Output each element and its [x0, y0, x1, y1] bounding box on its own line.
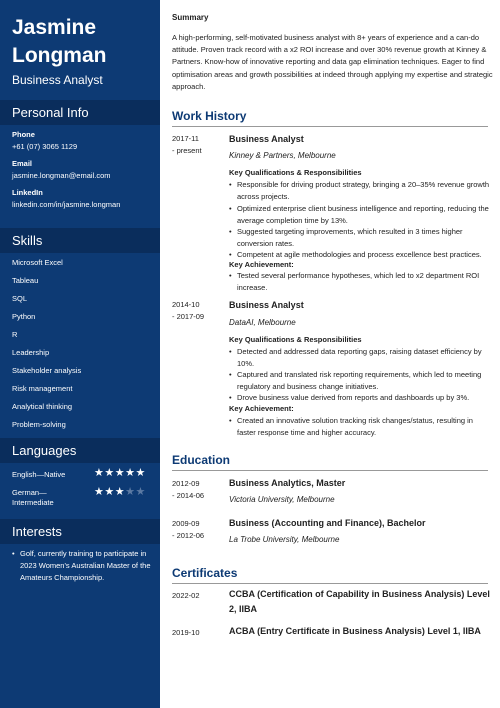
certificate-name: CCBA (Certification of Capability in Business Analysis) Level 2, IIBA: [229, 589, 490, 614]
achievement-item: • Created an innovative solution tracking risk changes/status, resulting in faster response time and higher accuracy.: [229, 415, 493, 439]
interest-item: • Golf, currently training to participate in 2023 Women's Australian Master of the Amateurs Championship.: [12, 548, 154, 584]
work-history-heading: Work History: [172, 109, 247, 123]
star-filled-icon: ★: [114, 486, 126, 498]
job-title: Business Analyst: [229, 134, 304, 144]
languages-heading: Languages: [0, 438, 160, 463]
education-school: Victoria University, Melbourne: [229, 495, 335, 504]
main-content: [160, 0, 500, 708]
section-divider: [172, 126, 488, 127]
certificate-name: ACBA (Entry Certificate in Business Analysis) Level 1, IIBA: [229, 626, 481, 636]
skill-item: Analytical thinking: [12, 402, 73, 411]
star-filled-icon: ★: [104, 486, 115, 498]
interests-heading: Interests: [0, 519, 160, 544]
education-school: La Trobe University, Melbourne: [229, 535, 340, 544]
skill-item: Problem-solving: [12, 420, 66, 429]
star-filled-icon: ★: [125, 467, 136, 479]
skill-item: Microsoft Excel: [12, 258, 63, 267]
star-filled-icon: ★: [104, 467, 115, 479]
skill-item: SQL: [12, 294, 28, 303]
linkedin-value[interactable]: linkedin.com/in/jasmine.longman: [12, 200, 121, 209]
star-filled-icon: ★: [94, 467, 105, 479]
responsibility-item: • Suggested targeting improvements, which resulted in 3 times higher conversion rates.: [229, 226, 493, 250]
qualifications-heading: Key Qualifications & Responsibilities: [229, 335, 362, 344]
achievement-heading: Key Achievement:: [229, 260, 294, 269]
job-company: Kinney & Partners, Melbourne: [229, 151, 336, 160]
responsibility-item: • Drove business value derived from reports and dashboards up by 3%.: [229, 392, 493, 404]
section-divider: [172, 470, 488, 471]
skill-item: Tableau: [12, 276, 39, 285]
phone-value[interactable]: +61 (07) 3065 1129: [12, 142, 78, 151]
language-english: English—Native: [12, 470, 66, 479]
education-degree: Business Analytics, Master: [229, 478, 346, 488]
star-empty-icon: ★: [125, 486, 136, 498]
education-date: 2012-09 - 2014-06: [172, 479, 205, 500]
star-filled-icon: ★: [114, 467, 126, 479]
job-title: Business Analyst: [12, 73, 103, 87]
education-degree: Business (Accounting and Finance), Bachelor: [229, 518, 426, 528]
skill-item: Risk management: [12, 384, 73, 393]
section-divider: [172, 583, 488, 584]
education-heading: Education: [172, 453, 231, 467]
responsibility-item: • Detected and addressed data reporting gaps, raising dataset efficiency by 10%.: [229, 346, 493, 370]
star-filled-icon: ★: [94, 486, 105, 498]
responsibility-item: • Competent at agile methodologies and process excellence best practices.: [229, 249, 493, 261]
certificate-date: 2022-02: [172, 591, 200, 600]
skill-item: R: [12, 330, 18, 339]
summary-text: A high-performing, self-motivated business analyst with 8+ years of experience and a can-do attitude. Proven track record with a x2 ROI increase and over 30% revenue growth at Kinney & Partners. Know-how of innovative reporting and data gap elimination techniques. Eager to find optimisation areas and growth possibilities at indeed through applying my expertise and strategic approach.: [172, 33, 493, 91]
responsibility-item: • Captured and translated risk reporting requirements, which led to meeting regulatory and business change initiatives.: [229, 369, 493, 393]
language-rating-german: [94, 485, 146, 498]
candidate-name: [12, 14, 107, 70]
name-first: Jasmine: [12, 16, 97, 39]
name-last: Longman: [12, 44, 107, 67]
job-date: 2017-11 - present: [172, 134, 202, 155]
skill-item: Leadership: [12, 348, 50, 357]
summary-heading: Summary: [172, 13, 209, 22]
email-value[interactable]: jasmine.longman@email.com: [12, 171, 111, 180]
star-filled-icon: ★: [135, 467, 146, 479]
achievement-item: • Tested several performance hypotheses, which led to x2 department ROI increase.: [229, 270, 493, 294]
certificates-heading: Certificates: [172, 566, 238, 580]
sidebar: [0, 0, 160, 708]
skill-item: Stakeholder analysis: [12, 366, 82, 375]
star-empty-icon: ★: [135, 486, 146, 498]
education-date: 2009-09 - 2012-06: [172, 519, 205, 540]
qualifications-heading: Key Qualifications & Responsibilities: [229, 168, 362, 177]
language-rating-english: [94, 466, 146, 479]
personal-info-heading: Personal Info: [0, 100, 160, 125]
language-german: German— Intermediate: [12, 488, 54, 507]
skill-item: Python: [12, 312, 36, 321]
job-date: 2014-10 - 2017-09: [172, 300, 205, 321]
certificate-date: 2019-10: [172, 628, 200, 637]
job-title: Business Analyst: [229, 300, 304, 310]
job-company: DataAI, Melbourne: [229, 318, 296, 327]
email-label: Email: [12, 159, 33, 168]
skills-heading: Skills: [0, 228, 160, 253]
responsibility-item: • Optimized enterprise client business intelligence and reporting, reducing the average completion time by 13%.: [229, 203, 493, 227]
phone-label: Phone: [12, 130, 35, 139]
responsibility-item: • Responsible for driving product strategy, bringing a 20–35% revenue growth across projects.: [229, 179, 493, 203]
linkedin-label: LinkedIn: [12, 188, 43, 197]
achievement-heading: Key Achievement:: [229, 404, 294, 413]
